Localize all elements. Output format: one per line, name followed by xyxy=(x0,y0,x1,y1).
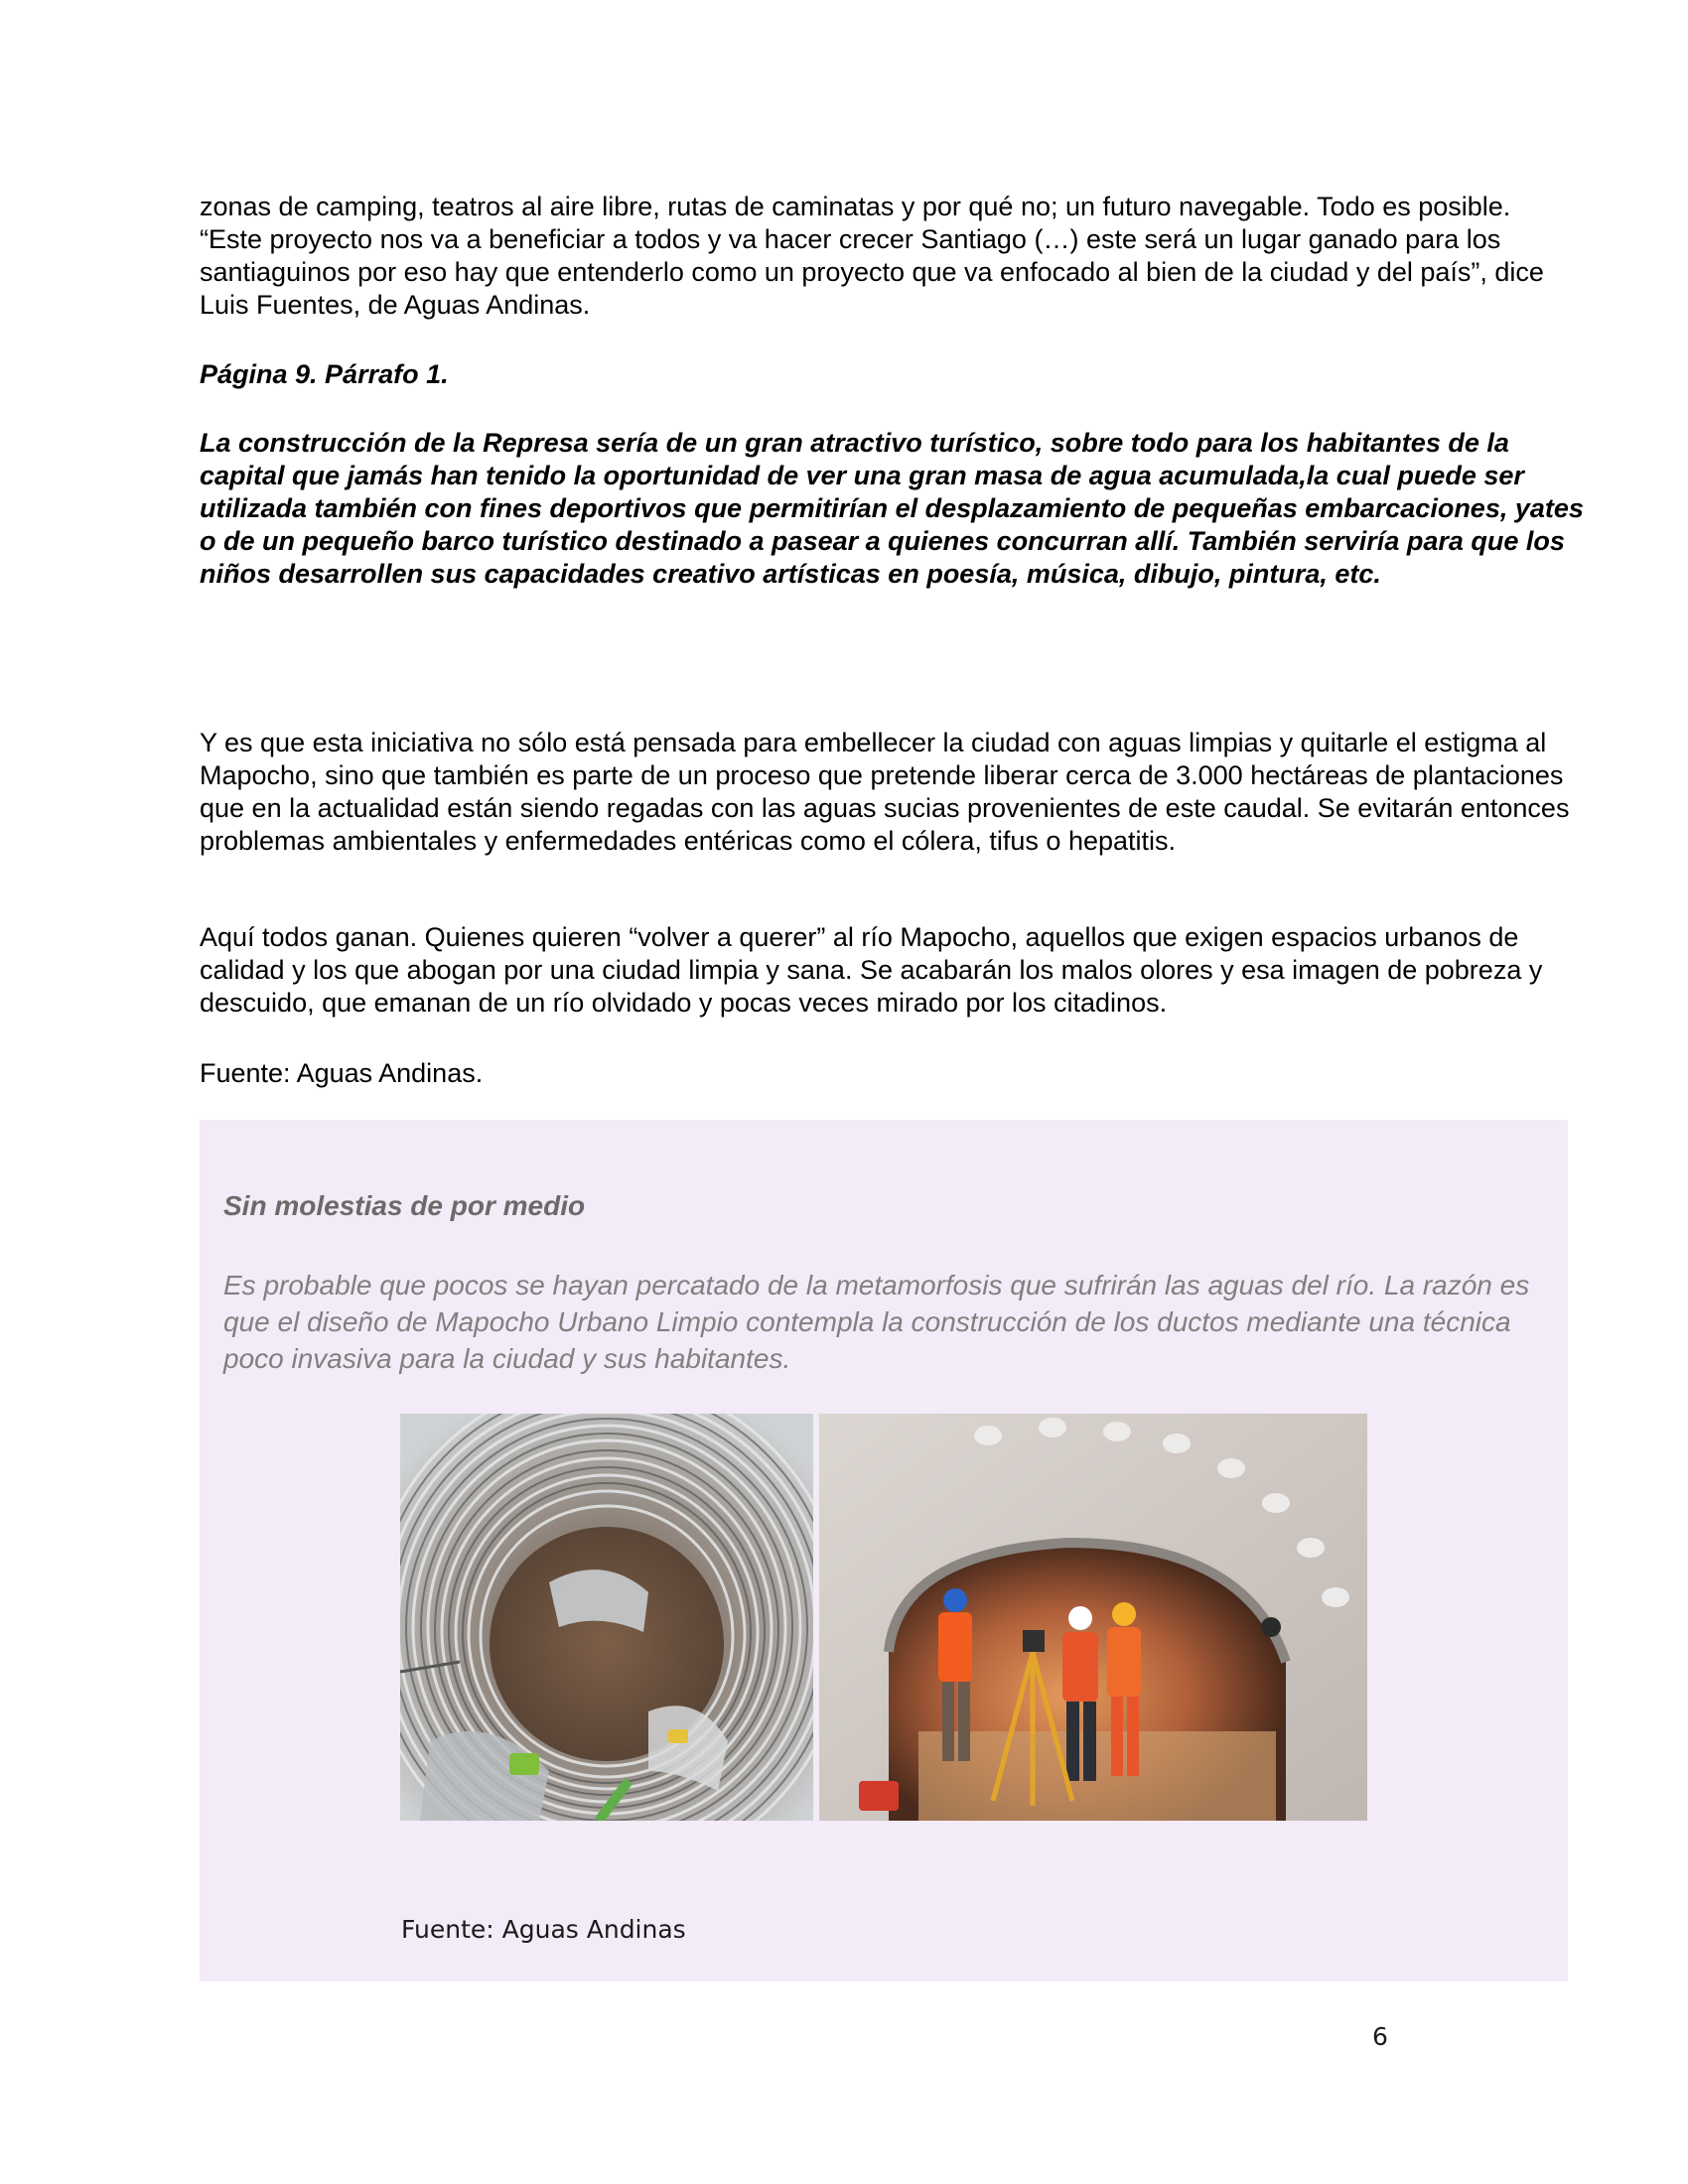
intro-paragraph: zonas de camping, teatros al aire libre, rutas de caminatas y por qué no; un futuro navegable. Todo es posible. “Este proyecto nos va a beneficiar a todos y va hacer crecer Santiago (…) este será un lugar ganado para los santiaguinos por eso hay que entenderlo como un proyecto que va enfocado al bien de la ciudad y del país”, dice Luis Fuentes, de Aguas Andinas. xyxy=(200,192,1544,320)
paragraph-everyone-wins: Aquí todos ganan. Quienes quieren “volver a querer” al río Mapocho, aquellos que exigen espacios urbanos de calidad y los que abogan por una ciudad limpia y sana. Se acabarán los malos olores y esa imagen de pobreza y descuido, que emanan de un río olvidado y pocas veces mirado por los citadinos. xyxy=(200,922,1543,1018)
sidebar-box-title: Sin molestias de por medio xyxy=(223,1190,586,1221)
sidebar-box xyxy=(200,1120,1568,1981)
bold-italic-paragraph: La construcción de la Represa sería de un gran atractivo turístico, sobre todo para los habitantes de la capital que jamás han tenido la oportunidad de ver una gran masa de agua acumulada,la cual puede ser utilizada también con fines deportivos que permitirían el desplazamiento de pequeñas embarcaciones, yates o de un pequeño barco turístico destinado a pasear a quienes concurran allí. También serviría para que los niños desarrollen sus capacidades creativo artísticas en poesía, música, dibujo, pintura, etc. xyxy=(200,428,1584,589)
paragraph-initiative: Y es que esta iniciativa no sólo está pensada para embellecer la ciudad con aguas limpias y quitarle el estigma al Mapocho, sino que también es parte de un proceso que pretende liberar cerca de 3.000 hectáreas de plantaciones que en la actualidad están siendo regadas con las aguas sucias provenientes de este caudal. Se evitarán entonces problemas ambientales y enfermedades entéricas como el cólera, tifus o hepatitis. xyxy=(200,728,1570,856)
sidebar-box-text: Es probable que pocos se hayan percatado de la metamorfosis que sufrirán las aguas del río. La razón es que el diseño de Mapocho Urbano Limpio contempla la construcción de los ductos mediante una técnica poco invasiva para la ciudad y sus habitantes. xyxy=(223,1270,1530,1374)
shaft-construction-photo xyxy=(400,1414,813,1821)
tunnel-workers-photo xyxy=(819,1414,1367,1821)
reference-heading: Página 9. Párrafo 1. xyxy=(200,359,449,389)
sidebar-box-source: Fuente: Aguas Andinas xyxy=(401,1915,686,1944)
source-line: Fuente: Aguas Andinas. xyxy=(200,1058,484,1088)
page-number: 6 xyxy=(1372,2022,1388,2051)
